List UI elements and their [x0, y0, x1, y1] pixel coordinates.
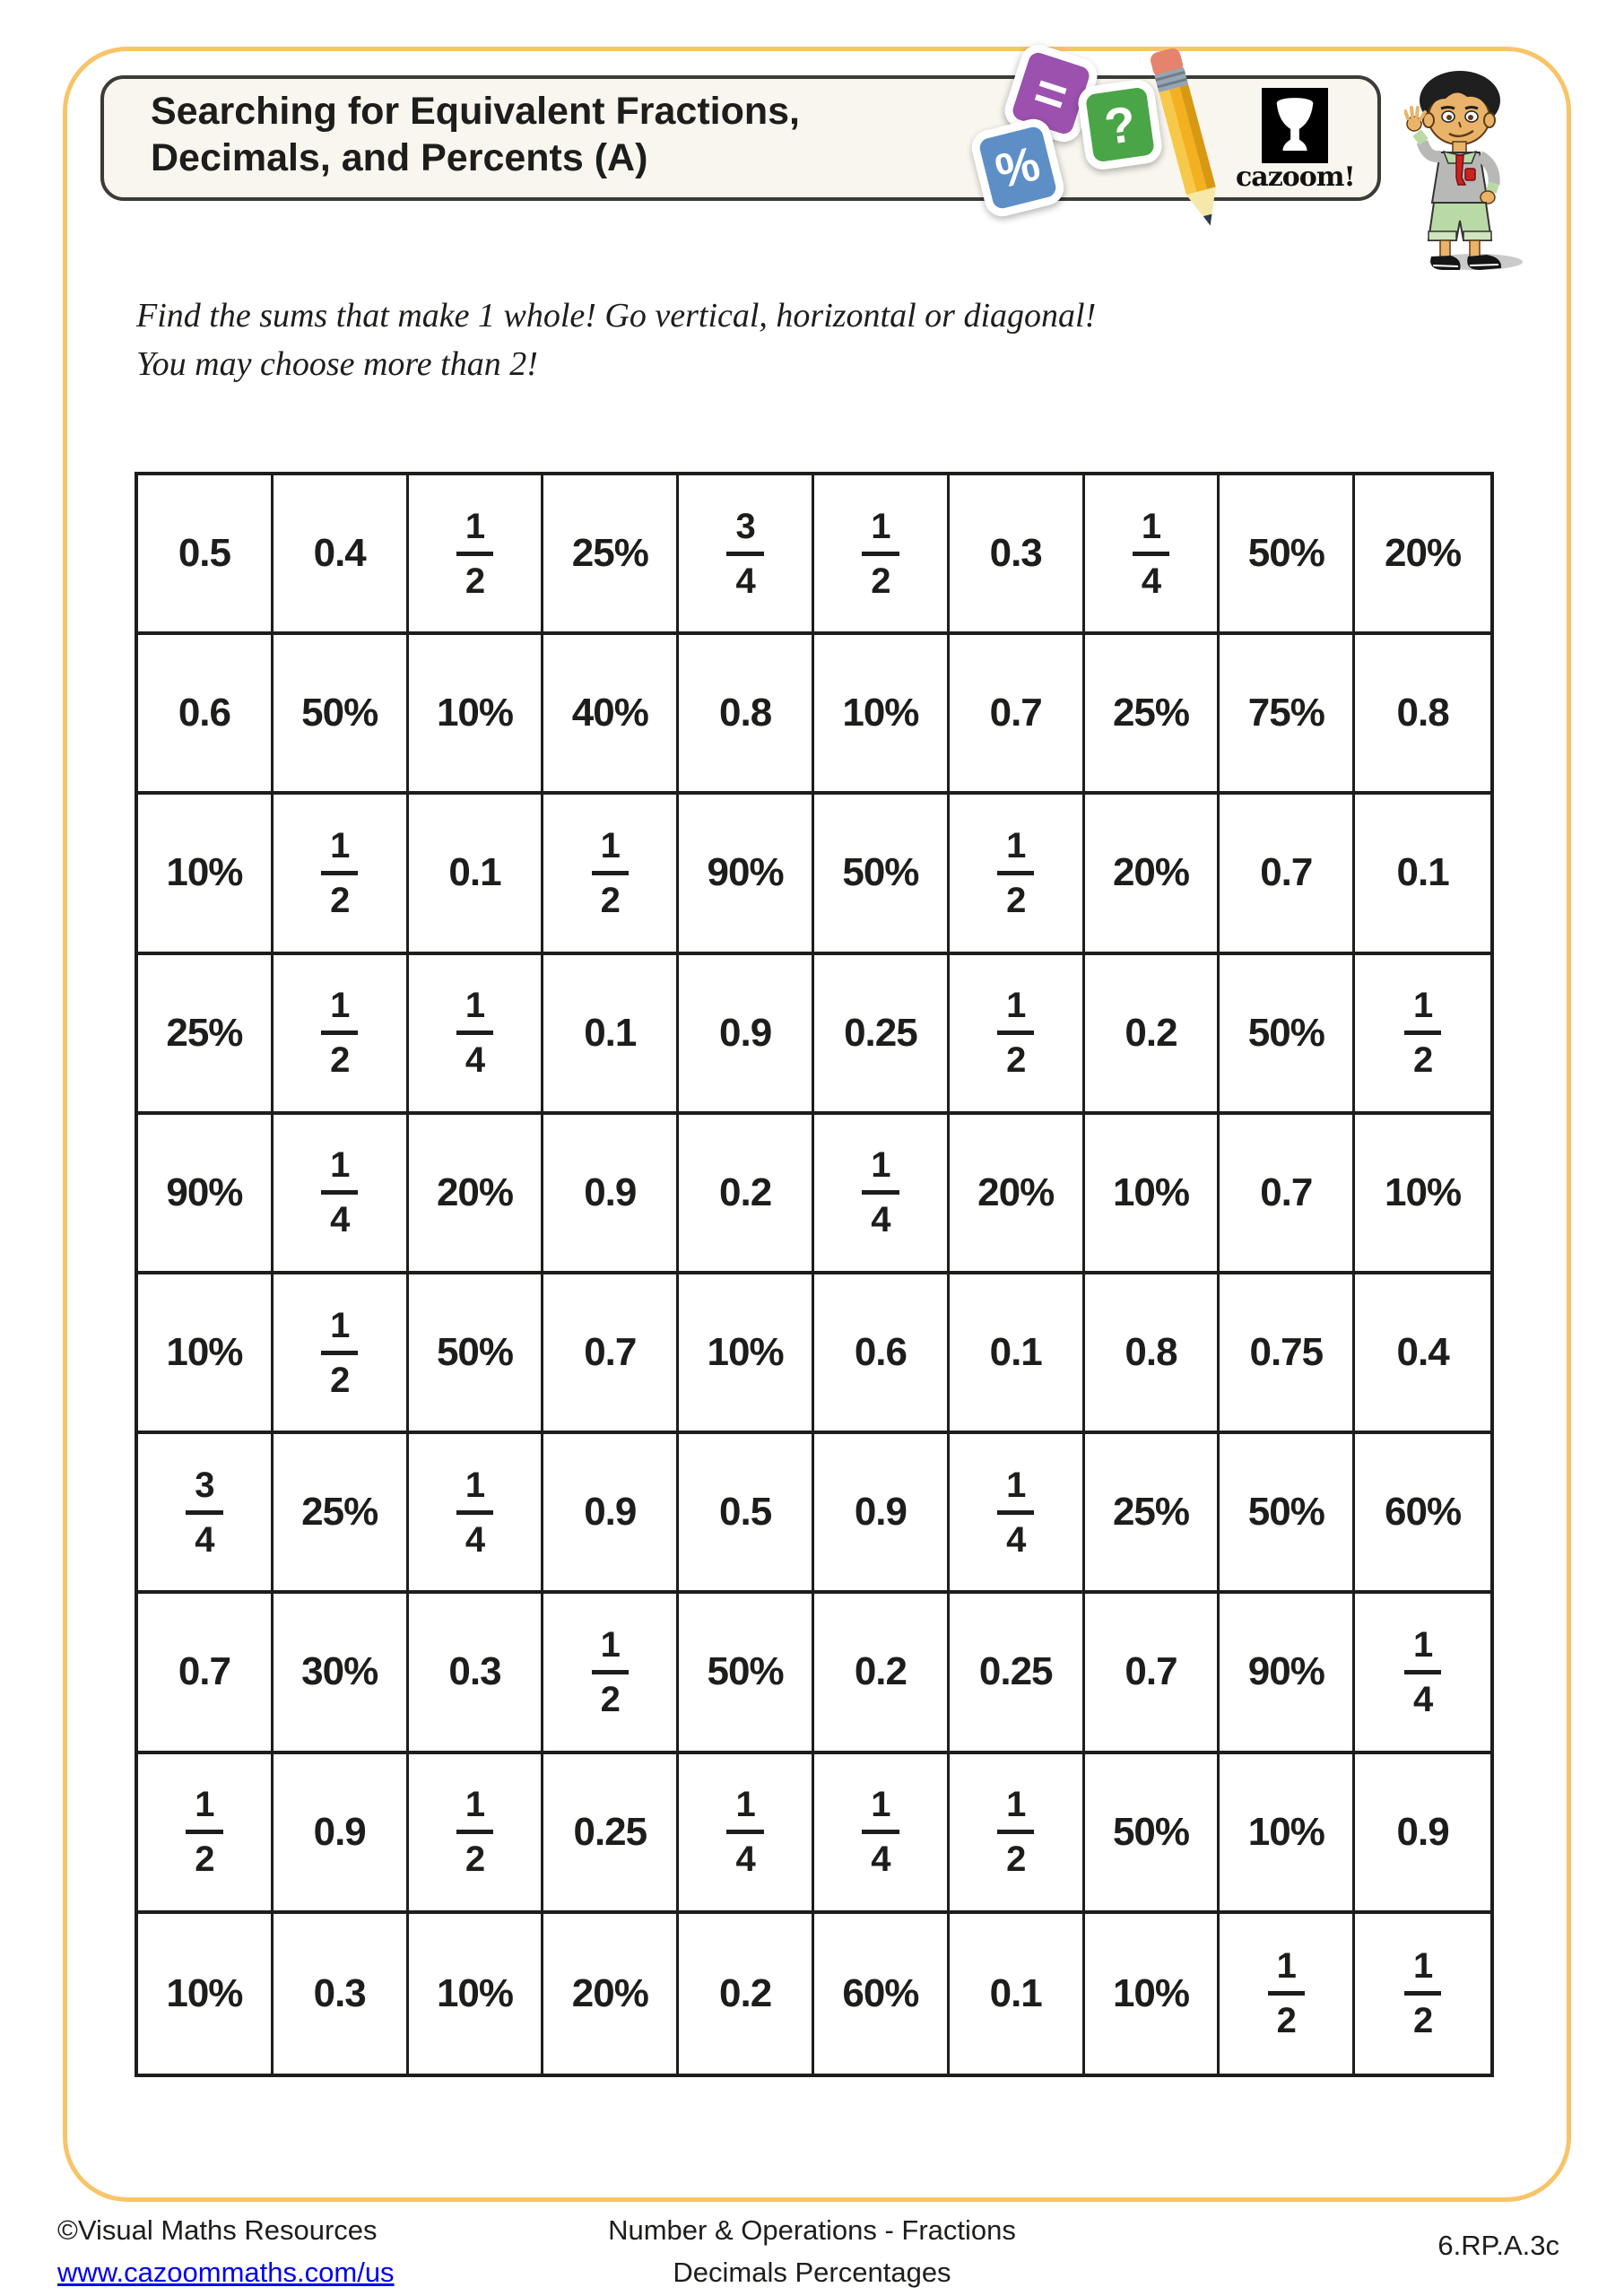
grid-cell-r5-c10: 10%	[1355, 1115, 1490, 1274]
grid-cell-r8-c9: 90%	[1220, 1594, 1355, 1753]
grid-cell-r7-c3: $\frac{1}{4}$	[409, 1434, 544, 1594]
cazoom-logo	[1236, 88, 1354, 193]
grid-cell-r4-c3: $\frac{1}{4}$	[409, 955, 544, 1115]
grid-cell-r6-c10: 0.4	[1355, 1274, 1490, 1434]
grid-cell-r5-c2: $\frac{1}{4}$	[274, 1115, 409, 1274]
grid-cell-r5-c7: 20%	[950, 1115, 1085, 1274]
drum-icon	[1262, 88, 1328, 163]
grid-cell-r10-c4: 20%	[543, 1914, 679, 2074]
grid-cell-r4-c2: $\frac{1}{2}$	[274, 955, 409, 1115]
grid-cell-r3-c9: 0.7	[1220, 795, 1355, 954]
grid-cell-r8-c2: 30%	[274, 1594, 409, 1753]
grid-cell-r4-c10: $\frac{1}{2}$	[1355, 955, 1490, 1115]
grid-cell-r6-c5: 10%	[679, 1274, 814, 1434]
grid-cell-r10-c7: 0.1	[950, 1914, 1085, 2074]
topic-line-2: Decimals Percentages	[673, 2256, 951, 2288]
grid-cell-r2-c7: 0.7	[950, 635, 1085, 795]
grid-cell-r2-c10: 0.8	[1355, 635, 1490, 795]
grid-cell-r8-c3: 0.3	[409, 1594, 544, 1753]
grid-cell-r9-c5: $\frac{1}{4}$	[679, 1754, 814, 1914]
grid-cell-r8-c8: 0.7	[1085, 1594, 1220, 1753]
title-line-2: Decimals, and Percents (A)	[151, 136, 648, 180]
grid-cell-r8-c5: 50%	[679, 1594, 814, 1753]
grid-cell-r8-c6: 0.2	[814, 1594, 950, 1753]
grid-cell-r1-c2: 0.4	[274, 475, 409, 635]
grid-cell-r9-c6: $\frac{1}{4}$	[814, 1754, 950, 1914]
grid-cell-r2-c9: 75%	[1220, 635, 1355, 795]
grid-cell-r10-c5: 0.2	[679, 1914, 814, 2074]
grid-cell-r4-c9: 50%	[1220, 955, 1355, 1115]
topic-line-1: Number & Operations - Fractions	[608, 2214, 1016, 2246]
grid-cell-r5-c4: 0.9	[543, 1115, 679, 1274]
grid-cell-r2-c1: 0.6	[138, 635, 274, 795]
grid-cell-r7-c6: 0.9	[814, 1434, 950, 1594]
grid-cell-r1-c1: 0.5	[138, 475, 274, 635]
grid-cell-r1-c9: 50%	[1220, 475, 1355, 635]
grid-cell-r10-c2: 0.3	[274, 1914, 409, 2074]
grid-cell-r9-c9: 10%	[1220, 1754, 1355, 1914]
grid-cell-r9-c7: $\frac{1}{2}$	[950, 1754, 1085, 1914]
grid-cell-r8-c1: 0.7	[138, 1594, 274, 1753]
grid-cell-r1-c10: 20%	[1355, 475, 1490, 635]
grid-cell-r5-c5: 0.2	[679, 1115, 814, 1274]
grid-cell-r7-c2: 25%	[274, 1434, 409, 1594]
grid-cell-r10-c9: $\frac{1}{2}$	[1220, 1914, 1355, 2074]
grid-cell-r1-c3: $\frac{1}{2}$	[409, 475, 544, 635]
grid-cell-r6-c1: 10%	[138, 1274, 274, 1434]
footer-topic	[0, 2210, 1624, 2293]
grid-cell-r2-c6: 10%	[814, 635, 950, 795]
grid-cell-r3-c3: 0.1	[409, 795, 544, 954]
copyright-text: ©Visual Maths Resources	[57, 2214, 378, 2246]
grid-cell-r3-c10: 0.1	[1355, 795, 1490, 954]
grid-cell-r4-c8: 0.2	[1085, 955, 1220, 1115]
grid-cell-r2-c5: 0.8	[679, 635, 814, 795]
grid-cell-r9-c2: 0.9	[274, 1754, 409, 1914]
website-link[interactable]: www.cazoommaths.com/us	[57, 2256, 395, 2288]
grid-cell-r8-c7: 0.25	[950, 1594, 1085, 1753]
standard-code: 6.RP.A.3c	[1437, 2230, 1559, 2261]
grid-cell-r3-c8: 20%	[1085, 795, 1220, 954]
grid-cell-r5-c8: 10%	[1085, 1115, 1220, 1274]
grid-cell-r3-c4: $\frac{1}{2}$	[543, 795, 679, 954]
grid-cell-r10-c3: 10%	[409, 1914, 544, 2074]
grid-cell-r7-c1: $\frac{3}{4}$	[138, 1434, 274, 1594]
grid-cell-r10-c1: 10%	[138, 1914, 274, 2074]
instructions-line-1: Find the sums that make 1 whole! Go vertical, horizontal or diagonal!	[136, 297, 1097, 335]
grid-cell-r7-c8: 25%	[1085, 1434, 1220, 1594]
grid-cell-r4-c7: $\frac{1}{2}$	[950, 955, 1085, 1115]
title-line-1: Searching for Equivalent Fractions,	[151, 90, 800, 133]
grid-cell-r7-c7: $\frac{1}{4}$	[950, 1434, 1085, 1594]
grid-cell-r3-c2: $\frac{1}{2}$	[274, 795, 409, 954]
student-character	[1404, 65, 1530, 274]
student-character-drawing	[1404, 65, 1530, 274]
grid-cell-r3-c1: 10%	[138, 795, 274, 954]
grid-cell-r2-c3: 10%	[409, 635, 544, 795]
grid-cell-r6-c2: $\frac{1}{2}$	[274, 1274, 409, 1434]
fraction-grid	[135, 472, 1494, 2077]
grid-cell-r9-c4: 0.25	[543, 1754, 679, 1914]
grid-cell-r2-c4: 40%	[543, 635, 679, 795]
grid-cell-r9-c10: 0.9	[1355, 1754, 1490, 1914]
grid-cell-r5-c6: $\frac{1}{4}$	[814, 1115, 950, 1274]
grid-cell-r1-c4: 25%	[543, 475, 679, 635]
grid-cell-r3-c5: 90%	[679, 795, 814, 954]
grid-cell-r4-c4: 0.1	[543, 955, 679, 1115]
grid-cell-r7-c10: 60%	[1355, 1434, 1490, 1594]
grid-cell-r2-c8: 25%	[1085, 635, 1220, 795]
question-glyph: ?	[1100, 94, 1140, 155]
grid-cell-r5-c3: 20%	[409, 1115, 544, 1274]
grid-cell-r3-c7: $\frac{1}{2}$	[950, 795, 1085, 954]
instructions-line-2: You may choose more than 2!	[136, 344, 538, 383]
grid-cell-r5-c1: 90%	[138, 1115, 274, 1274]
grid-cell-r1-c5: $\frac{3}{4}$	[679, 475, 814, 635]
grid-cell-r6-c3: 50%	[409, 1274, 544, 1434]
grid-cell-r2-c2: 50%	[274, 635, 409, 795]
percent-glyph: %	[990, 136, 1046, 199]
grid-cell-r4-c1: 25%	[138, 955, 274, 1115]
grid-cell-r9-c3: $\frac{1}{2}$	[409, 1754, 544, 1914]
equals-glyph: =	[1026, 59, 1076, 127]
grid-cell-r10-c6: 60%	[814, 1914, 950, 2074]
grid-cell-r1-c8: $\frac{1}{4}$	[1085, 475, 1220, 635]
page-title	[151, 88, 800, 182]
grid-cell-r7-c4: 0.9	[543, 1434, 679, 1594]
grid-cell-r6-c7: 0.1	[950, 1274, 1085, 1434]
grid-cell-r7-c5: 0.5	[679, 1434, 814, 1594]
grid-cell-r4-c6: 0.25	[814, 955, 950, 1115]
grid-cell-r4-c5: 0.9	[679, 955, 814, 1115]
grid-cell-r8-c4: $\frac{1}{2}$	[543, 1594, 679, 1753]
grid-cell-r3-c6: 50%	[814, 795, 950, 954]
logo-wordmark: cazoom!	[1236, 161, 1355, 193]
grid-cell-r6-c6: 0.6	[814, 1274, 950, 1434]
grid-cell-r1-c6: $\frac{1}{2}$	[814, 475, 950, 635]
grid-cell-r6-c4: 0.7	[543, 1274, 679, 1434]
instructions	[136, 292, 1096, 389]
grid-cell-r10-c8: 10%	[1085, 1914, 1220, 2074]
grid-cell-r9-c1: $\frac{1}{2}$	[138, 1754, 274, 1914]
grid-cell-r6-c9: 0.75	[1220, 1274, 1355, 1434]
grid-cell-r8-c10: $\frac{1}{4}$	[1355, 1594, 1490, 1753]
grid-cell-r6-c8: 0.8	[1085, 1274, 1220, 1434]
grid-cell-r7-c9: 50%	[1220, 1434, 1355, 1594]
drum-icon-glyph	[1269, 95, 1321, 156]
grid-cell-r10-c10: $\frac{1}{2}$	[1355, 1914, 1490, 2074]
grid-cell-r9-c8: 50%	[1085, 1754, 1220, 1914]
grid-cell-r1-c7: 0.3	[950, 475, 1085, 635]
grid-cell-r5-c9: 0.7	[1220, 1115, 1355, 1274]
